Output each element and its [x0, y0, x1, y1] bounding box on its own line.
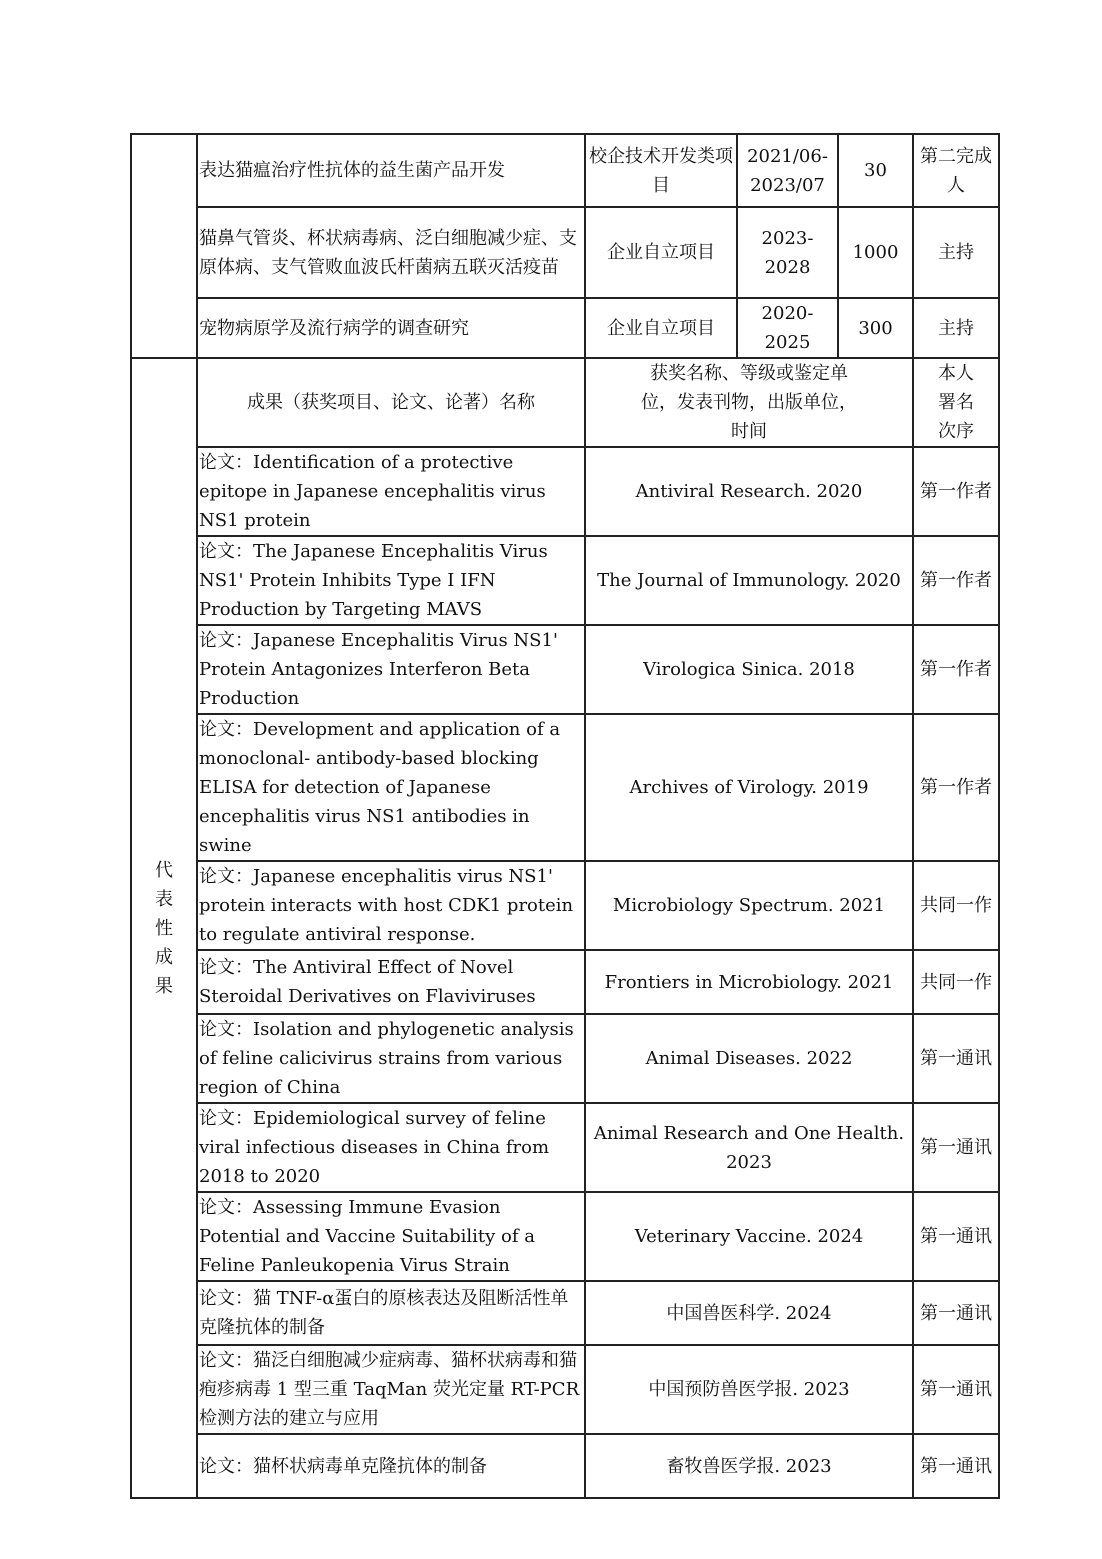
achievement-source: 中国预防兽医学报. 2023	[585, 1345, 913, 1434]
achievement-name: 论文：Isolation and phylogenetic analysis of feline calicivirus strains from various region of China	[197, 1014, 585, 1103]
achievement-name: 论文：The Japanese Encephalitis Virus NS1' Protein Inhibits Type I IFN Production by Targeting MAVS	[197, 536, 585, 625]
side-label-char: 性	[155, 917, 173, 939]
achievement-source: Antiviral Research. 2020	[585, 447, 913, 536]
achievement-order: 第一通讯	[913, 1281, 999, 1345]
project-amount: 300	[838, 298, 913, 358]
achievement-name: 论文：Assessing Immune Evasion Potential and Vaccine Suitability of a Feline Panleukopenia Virus Strain	[197, 1192, 585, 1281]
side-label-char: 代	[155, 859, 173, 881]
achievement-order: 第一通讯	[913, 1103, 999, 1192]
achievement-source: Virologica Sinica. 2018	[585, 625, 913, 714]
project-role: 第二完成人	[913, 134, 999, 207]
achievement-name: 论文：Epidemiological survey of feline viral infectious diseases in China from 2018 to 2020	[197, 1103, 585, 1192]
achievement-source: Animal Diseases. 2022	[585, 1014, 913, 1103]
achievement-order: 第一作者	[913, 447, 999, 536]
achievement-order: 第一通讯	[913, 1434, 999, 1498]
project-period: 2023-2028	[737, 207, 838, 298]
achievement-order: 第一通讯	[913, 1192, 999, 1281]
achievement-source: Animal Research and One Health. 2023	[585, 1103, 913, 1192]
achievement-source: 中国兽医科学. 2024	[585, 1281, 913, 1345]
side-label-char: 果	[155, 975, 173, 997]
achievement-row	[131, 1192, 999, 1281]
project-period: 2021/06-2023/07	[737, 134, 838, 207]
header-achievement-name: 成果（获奖项目、论文、论著）名称	[197, 358, 585, 447]
achievement-row	[131, 1434, 999, 1498]
achievement-order: 第一作者	[913, 714, 999, 861]
project-role: 主持	[913, 207, 999, 298]
achievement-source: Veterinary Vaccine. 2024	[585, 1192, 913, 1281]
achievement-source: Microbiology Spectrum. 2021	[585, 861, 913, 950]
achievement-row	[131, 714, 999, 861]
project-role: 主持	[913, 298, 999, 358]
header-author-order: 本人署名次序	[913, 358, 999, 447]
achievement-row	[131, 625, 999, 714]
achievement-name: 论文：The Antiviral Effect of Novel Steroidal Derivatives on Flaviviruses	[197, 950, 585, 1014]
achievement-row	[131, 1345, 999, 1434]
achievement-name: 论文：Identification of a protective epitope in Japanese encephalitis virus NS1 protein	[197, 447, 585, 536]
project-period: 2020-2025	[737, 298, 838, 358]
achievement-row	[131, 536, 999, 625]
achievements-header-row	[131, 358, 999, 447]
achievement-row	[131, 447, 999, 536]
project-row	[131, 298, 999, 358]
achievement-name: 论文：猫杯状病毒单克隆抗体的制备	[197, 1434, 585, 1498]
achievement-source: Archives of Virology. 2019	[585, 714, 913, 861]
project-row	[131, 207, 999, 298]
project-amount: 30	[838, 134, 913, 207]
achievement-order: 第一通讯	[913, 1345, 999, 1434]
achievement-row	[131, 1103, 999, 1192]
achievement-source: Frontiers in Microbiology. 2021	[585, 950, 913, 1014]
achievement-row	[131, 861, 999, 950]
achievement-name: 论文：Japanese Encephalitis Virus NS1' Protein Antagonizes Interferon Beta Production	[197, 625, 585, 714]
achievement-row	[131, 1014, 999, 1103]
project-row	[131, 134, 999, 207]
project-name: 猫鼻气管炎、杯状病毒病、泛白细胞减少症、支原体病、支气管败血波氏杆菌病五联灭活疫苗	[197, 207, 585, 298]
project-name: 表达猫瘟治疗性抗体的益生菌产品开发	[197, 134, 585, 207]
side-label-char: 成	[155, 946, 173, 968]
achievement-order: 第一作者	[913, 536, 999, 625]
achievement-name: 论文：Development and application of a monoclonal- antibody-based blocking ELISA for detection of Japanese encephalitis virus NS1 antibodies in swine	[197, 714, 585, 861]
project-type: 企业自立项目	[585, 298, 737, 358]
achievement-source: 畜牧兽医学报. 2023	[585, 1434, 913, 1498]
achievement-source: The Journal of Immunology. 2020	[585, 536, 913, 625]
projects-side-cell	[131, 134, 197, 358]
header-achievement-source: 获奖名称、等级或鉴定单位，发表刊物，出版单位，时间	[585, 358, 913, 447]
project-type: 校企技术开发类项目	[585, 134, 737, 207]
achievement-row	[131, 1281, 999, 1345]
achievement-order: 共同一作	[913, 861, 999, 950]
achievement-name: 论文：Japanese encephalitis virus NS1' protein interacts with host CDK1 protein to regulate antiviral response.	[197, 861, 585, 950]
project-amount: 1000	[838, 207, 913, 298]
achievement-name: 论文：猫泛白细胞减少症病毒、猫杯状病毒和猫疱疹病毒 1 型三重 TaqMan 荧光定量 RT-PCR 检测方法的建立与应用	[197, 1345, 585, 1434]
achievement-order: 第一通讯	[913, 1014, 999, 1103]
document-table	[130, 133, 1000, 1499]
achievement-order: 第一作者	[913, 625, 999, 714]
achievements-side-label	[131, 358, 197, 1498]
project-type: 企业自立项目	[585, 207, 737, 298]
project-name: 宠物病原学及流行病学的调查研究	[197, 298, 585, 358]
achievement-row	[131, 950, 999, 1014]
side-label-char: 表	[155, 888, 173, 910]
achievement-order: 共同一作	[913, 950, 999, 1014]
achievement-name: 论文：猫 TNF-α蛋白的原核表达及阻断活性单克隆抗体的制备	[197, 1281, 585, 1345]
